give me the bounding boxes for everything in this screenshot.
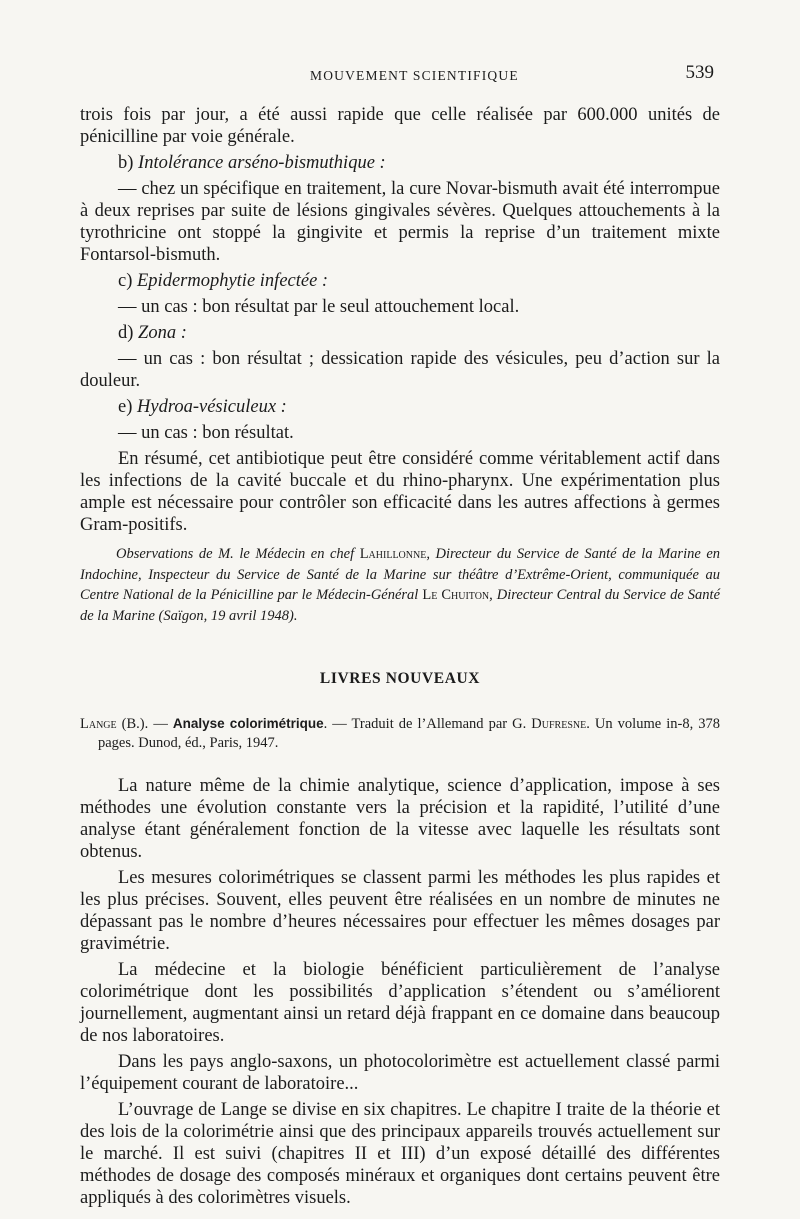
- book-author: Lange (B.).: [80, 716, 149, 732]
- observations-text-1: Observations de M. le Médecin en chef: [116, 546, 355, 562]
- item-d-title: Zona :: [138, 323, 187, 343]
- summary-paragraph: En résumé, cet antibiotique peut être considéré comme véritablement actif dans les infections de la cavité buccale et du rhino-pharynx. Une expérimentation plus ample est nécessaire pour contrôler son efficacité dans les autres affections à germes Gram-positifs.: [80, 449, 720, 535]
- item-e-heading: [80, 396, 720, 418]
- review-paragraph: La médecine et la biologie bénéficient particulièrement de l’analyse colorimétrique dont les possibilités d’application s’étendent ou s’améliorent journellement, augmentant ainsi un retard déjà frappant en ce domaine dans beaucoup de nos laboratoires.: [80, 960, 720, 1046]
- item-d-text: — un cas : bon résultat ; dessication rapide des vésicules, peu d’action sur la douleur.: [80, 349, 720, 391]
- item-d-label: d): [118, 323, 134, 343]
- item-c-heading: [80, 270, 720, 292]
- observations-text-3: , Directeur Central du Service de Santé de la Marine (Saïgon, 19 avril 1948).: [80, 587, 720, 624]
- book-translation-note: . — Traduit de l’Allemand par G.: [323, 716, 527, 732]
- page-header: [80, 62, 720, 88]
- body-text: [80, 104, 720, 1209]
- book-title: Analyse colorimétrique: [172, 716, 324, 731]
- item-b-label: b): [118, 153, 134, 173]
- item-c-title: Epidermophytie infectée :: [137, 271, 329, 291]
- page-number: 539: [685, 62, 714, 83]
- paragraph-continuation: trois fois par jour, a été aussi rapide que celle réalisée par 600.000 unités de pénicilline par voie générale.: [80, 105, 720, 147]
- item-b-heading: [80, 152, 720, 174]
- item-b-text: — chez un spécifique en traitement, la cure Novar-bismuth avait été interrompue à deux reprises par suite de lésions gingivales sévères. Quelques attouchements à la tyrothricine ont stoppé la gingivite et permis la reprise d’un traitement mixte Fontarsol-bismuth.: [80, 179, 720, 265]
- item-b-title: Intolérance arséno-bismuthique :: [138, 153, 386, 173]
- observations-credit: [80, 544, 720, 626]
- observations-name-1: Lahillonne: [359, 546, 427, 562]
- observations-text-2: , Directeur du Service de Santé de la Marine en Indochine, Inspecteur du Service de Santé de la Marine sur théâtre d’Extrême-Orient, communiquée au Centre National de la Pénicilline par le Médecin-Général: [80, 546, 721, 603]
- item-e-text: — un cas : bon résultat.: [118, 423, 294, 443]
- review-paragraph: Dans les pays anglo-saxons, un photocolorimètre est actuellement classé parmi l’équipement courant de laboratoire...: [80, 1052, 720, 1094]
- book-details: . Un volume in-8, 378 pages. Dunod, éd., Paris, 1947.: [98, 716, 720, 751]
- observations-name-2: Le Chuiton: [422, 587, 490, 603]
- book-dash: —: [148, 716, 173, 732]
- item-c-label: c): [118, 271, 133, 291]
- book-reference: [80, 714, 720, 753]
- item-e-label: e): [118, 397, 133, 417]
- item-c-text: — un cas : bon résultat par le seul attouchement local.: [118, 297, 520, 317]
- review-paragraph: L’ouvrage de Lange se divise en six chapitres. Le chapitre I traite de la théorie et des lois de la colorimétrie ainsi que des principaux appareils trouvés actuellement sur le marché. Il est suivi (chapitres II et III) d’un exposé détaillé des différentes méthodes de dosage des composés minéraux et organiques dont certains peuvent être appliqués à des colorimètres visuels.: [80, 1100, 720, 1208]
- item-e-title: Hydroa-vésiculeux :: [137, 397, 287, 417]
- review-paragraph: La nature même de la chimie analytique, science d’application, impose à ses méthodes une évolution constante vers la précision et la rapidité, l’utilité d’une analyse étant généralement fonction de la vitesse avec laquelle les résultats sont obtenus.: [80, 776, 720, 862]
- review-paragraph: Les mesures colorimétriques se classent parmi les méthodes les plus rapides et les plus précises. Souvent, elles peuvent être réalisées en un nombre de minutes ne dépassant pas le nombre d’heures nécessaires pour effectuer les mêmes dosages par gravimétrie.: [80, 868, 720, 954]
- running-head: MOUVEMENT SCIENTIFIQUE: [310, 68, 519, 83]
- section-title: LIVRES NOUVEAUX: [319, 670, 481, 687]
- book-translator: Dufresne: [531, 716, 587, 732]
- item-d-heading: [80, 322, 720, 344]
